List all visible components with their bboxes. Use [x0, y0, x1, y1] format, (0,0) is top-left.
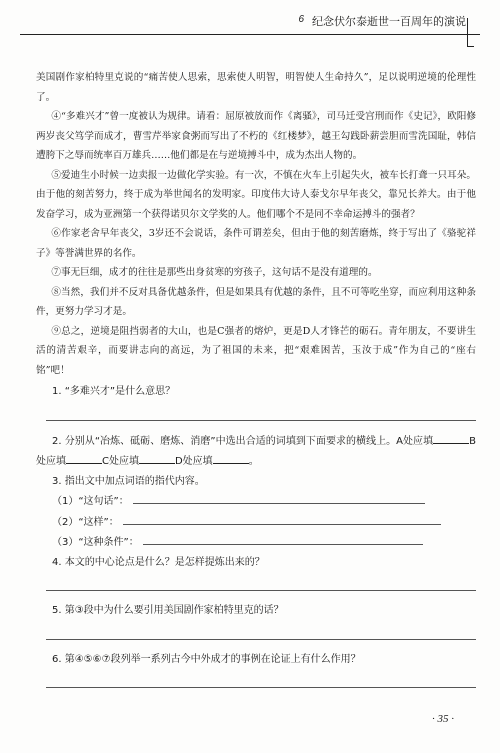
- chapter-number: 6: [298, 14, 304, 25]
- header-rule: [20, 34, 480, 35]
- question-3-item-1: [36, 491, 476, 512]
- question-3-item-2-line[interactable]: [123, 512, 441, 525]
- article-paragraph-5: ⑤爱迪生小时候一边卖报一边做化学实验。有一次，不慎在火车上引起失火，被车长打聋一只耳朵。由于他的刻苦努力，终于成为举世闻名的发明家。印度伟大诗人泰戈尔早年丧父，靠兄长养大。由于他发奋学习，成为亚洲第一个获得诺贝尔文学奖的人。他们哪个不是同不幸命运搏斗的强者？: [36, 169, 476, 220]
- question-5: [36, 601, 476, 640]
- question-3-item-3-line[interactable]: [143, 532, 423, 545]
- question-2-label-c: C处应填: [102, 456, 139, 467]
- blank-b[interactable]: [66, 451, 102, 464]
- blank-c[interactable]: [139, 451, 175, 464]
- page-header: [0, 8, 480, 38]
- header-corner-tab: [467, 18, 474, 47]
- question-2-label-d: D处应填: [174, 456, 213, 467]
- question-6-text: 6. 第④⑤⑥⑦段列举一系列古今中外成才的事例在论证上有什么作用？: [52, 653, 361, 665]
- question-3: [36, 472, 476, 553]
- blank-a[interactable]: [433, 431, 469, 444]
- question-4-text: 4. 本文的中心论点是什么？是怎样提炼出来的？: [52, 556, 265, 568]
- question-2-text: [36, 431, 476, 472]
- page-number: · 35 ·: [432, 713, 454, 725]
- question-3-text: 3. 指出文中加点词语的指代内容。: [52, 475, 205, 487]
- question-2-label-b: B处应填: [36, 435, 476, 467]
- question-1-text: 1. “多难兴才”是什么意思？: [52, 386, 176, 397]
- question-3-item-3: [36, 532, 476, 553]
- question-6-answer-line[interactable]: [46, 669, 476, 688]
- question-3-item-1-line[interactable]: [133, 491, 425, 504]
- article-paragraph-7: ⑦事无巨细，成才的往往是那些出身贫寒的穷孩子，这句话不是没有道理的。: [51, 267, 378, 278]
- question-5-text: 5. 第③段中为什么要引用美国剧作家柏特里克的话？: [52, 605, 284, 616]
- article-paragraph-6: ⑥作家老舍早年丧父，3岁还不会说话，条件可谓差矣，但由于他的刻苦磨炼，终于写出了《骆驼祥子》等誉满世界的名作。: [36, 228, 476, 259]
- question-5-answer-line[interactable]: [46, 621, 476, 640]
- article-paragraph-1: 美国剧作家柏特里克说的“痛苦使人思索，思索使人明智，明智使人生命持久”，足以说明逆境的伦理性了。: [36, 72, 476, 103]
- question-2-intro: 2. 分别从“冶炼、砥砺、磨炼、消磨”中选出合适的词填到下面要求的横线上。A处应填: [52, 435, 434, 447]
- question-1: [36, 382, 476, 421]
- question-4-answer-line[interactable]: [46, 572, 476, 591]
- question-4: [36, 553, 476, 592]
- chapter-title: 纪念伏尔泰逝世一百周年的演说: [312, 15, 466, 28]
- question-3-item-2-label: （2）“这样”：: [52, 516, 119, 528]
- question-3-item-1-label: （1）“这句话”：: [52, 496, 129, 507]
- page-body: [36, 68, 476, 692]
- question-2: [36, 431, 476, 472]
- article-paragraph-8: ⑧当然，我们并不反对具备优越条件，但是如果具有优越的条件，且不可等吃坐穿，而应利用这种条件，更努力学习才是。: [36, 286, 476, 317]
- question-1-answer-line[interactable]: [46, 402, 476, 421]
- question-3-item-2: [36, 512, 476, 533]
- article-paragraph-9: ⑨总之，逆境是阻挡弱者的大山，也是C强者的熔炉，更是D人才锋芒的砺石。青年朋友，不要讲生活的清苦艰辛，而要讲志向的高远，为了祖国的未来，把“艰难困苦，玉汝于成”作为自己的“座右铭”吧！: [36, 325, 476, 376]
- question-2-end: 。: [248, 456, 259, 467]
- question-3-item-3-label: （3）“这种条件”：: [52, 537, 139, 548]
- article-paragraph-4: ④“多难兴才”曾一度被认为规律。请看：屈原被放而作《离骚》，司马迁受宫刑而作《史记》，欧阳修两岁丧父笃学而成才，曹雪芹举家食粥而写出了不朽的《红楼梦》，越王勾践卧薪尝胆而雪洗国耻，韩信遭胯下之辱而统率百万雄兵……他们都是在与逆境搏斗中，成为杰出人物的。: [36, 111, 476, 161]
- blank-d[interactable]: [213, 451, 249, 464]
- question-6: [36, 650, 476, 689]
